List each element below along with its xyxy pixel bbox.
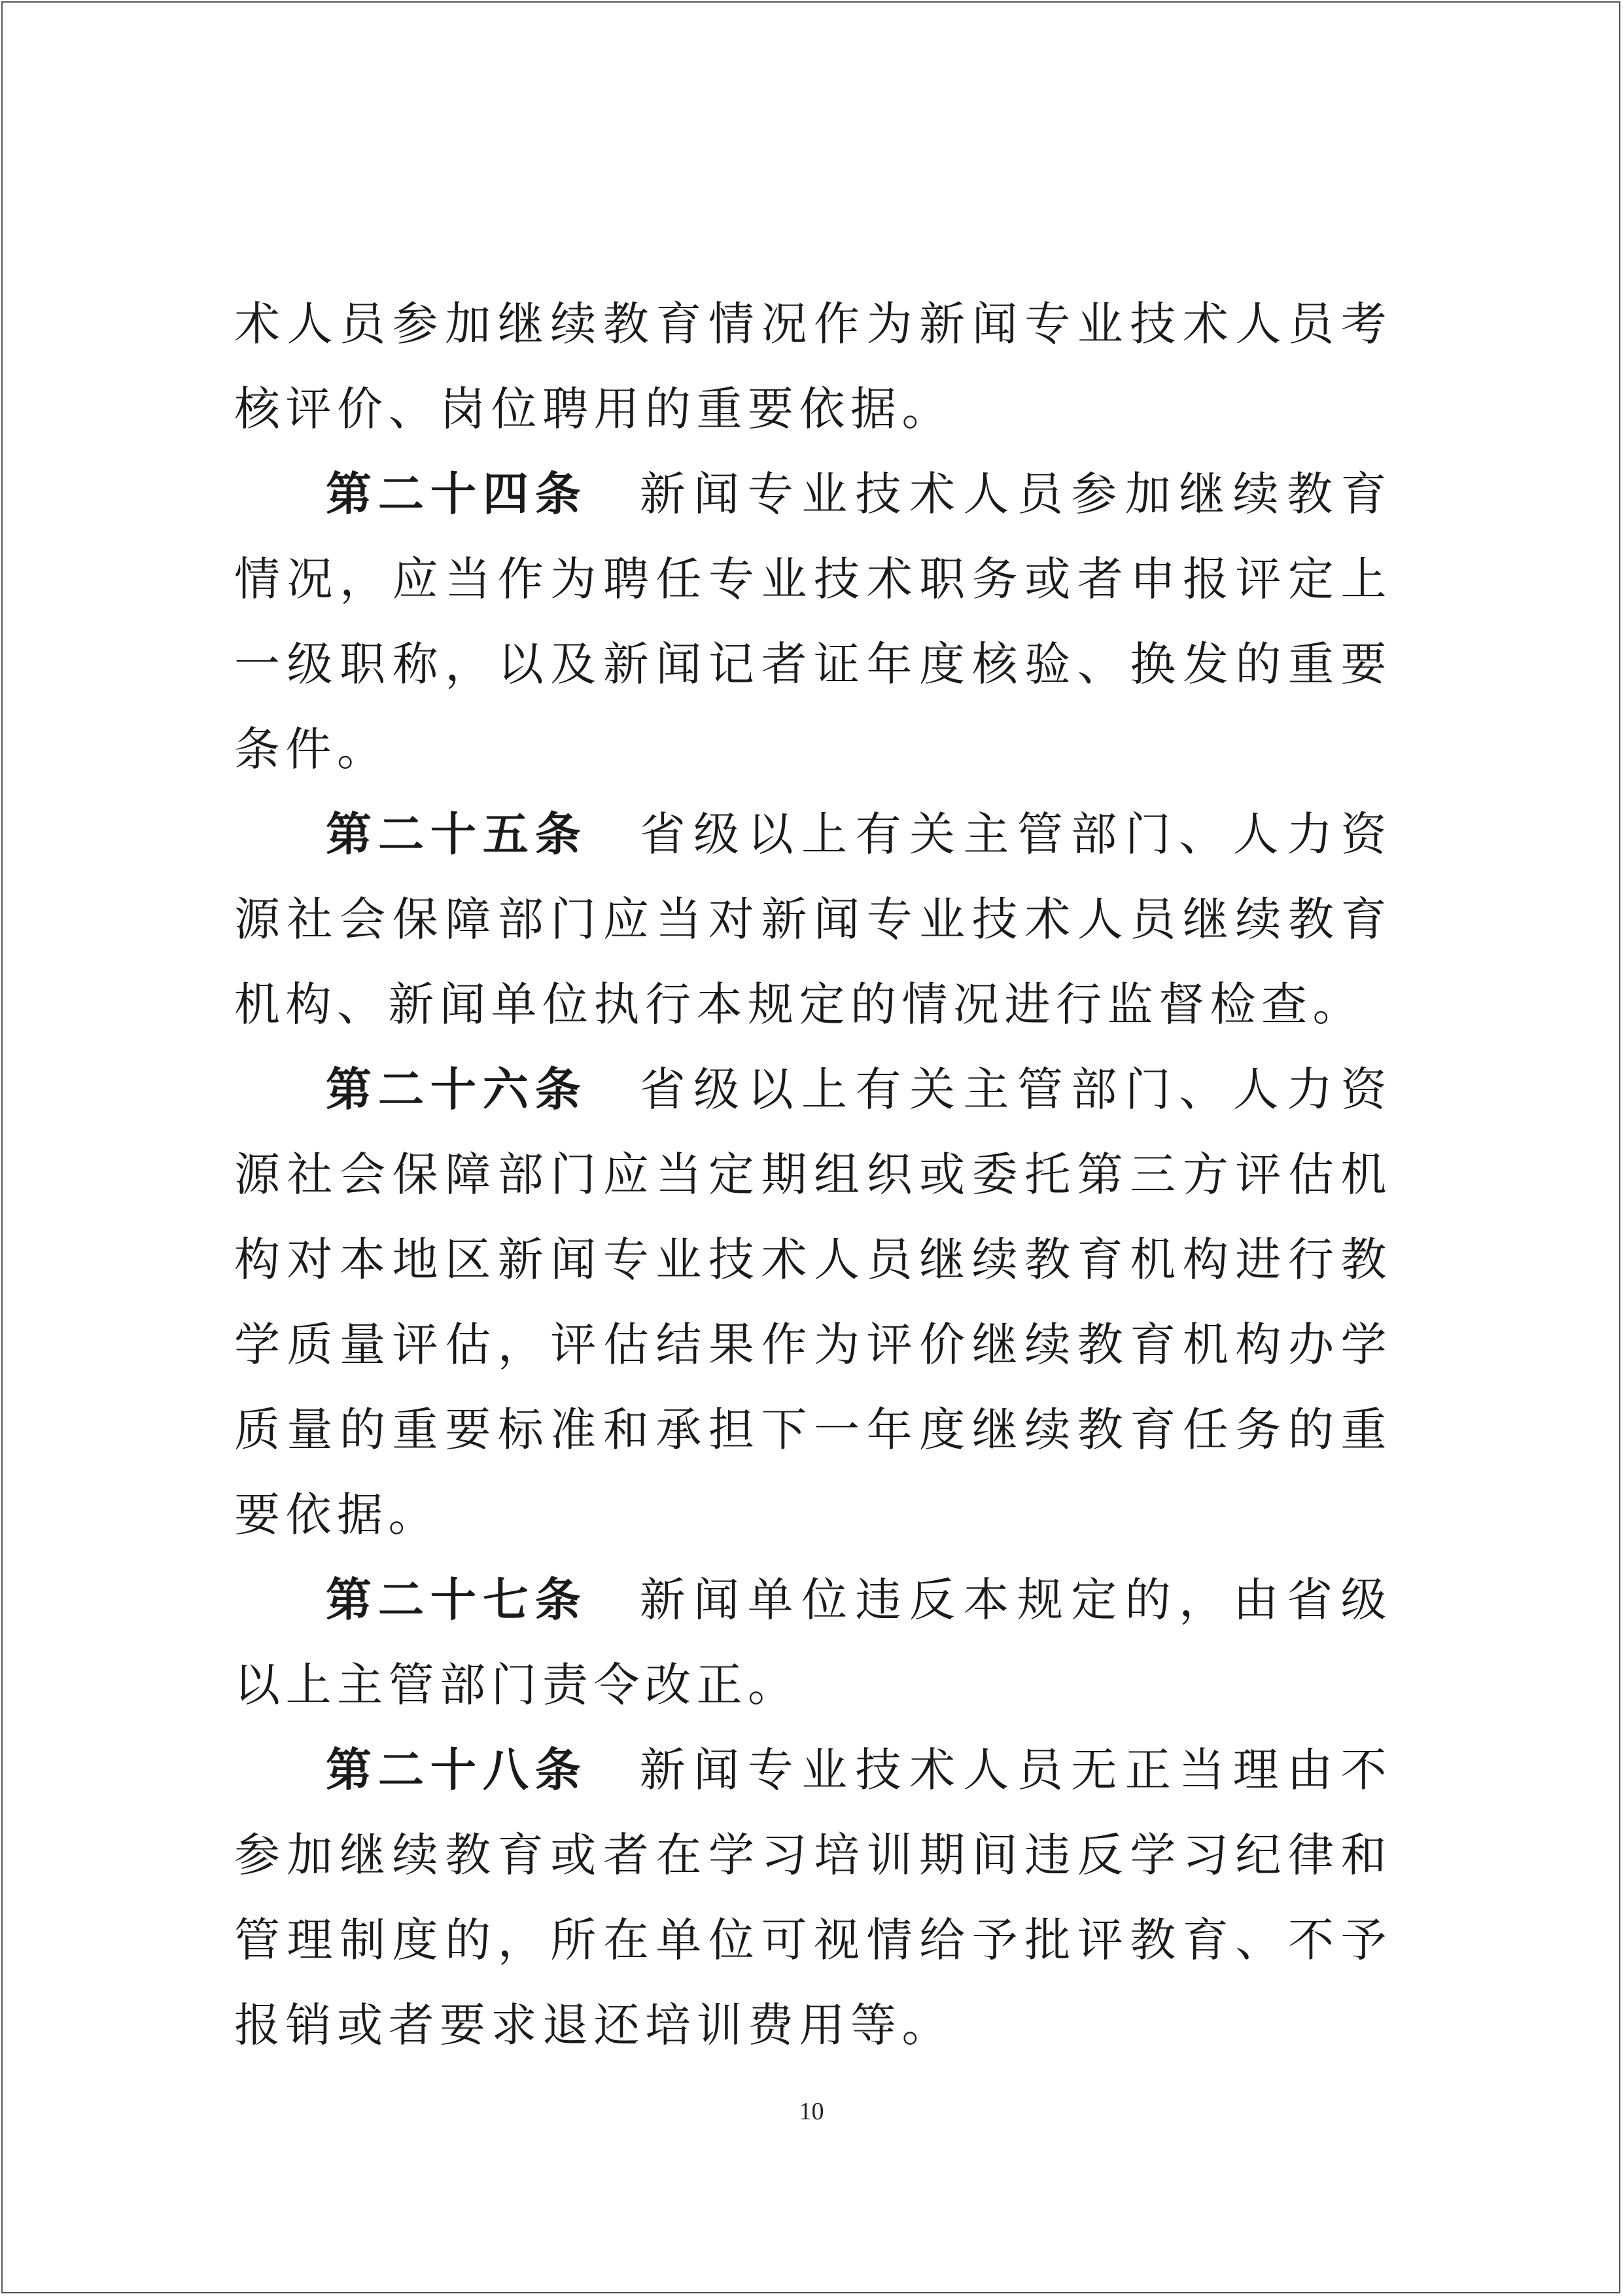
paragraph-text: 省级以上有关主管部门、人力资源社会保障部门应当定期组织或委托第三方评估机构对本地区新闻专业技术人员继续教育机构进行教学质量评估，评估结果作为评价继续教育机构办学质量的重要标准和承担下一年度继续教育任务的重要依据。 xyxy=(234,1063,1393,1542)
article-number: 第二十四条 xyxy=(326,467,587,521)
document-body xyxy=(234,281,1392,2068)
article-25 xyxy=(234,792,1392,1047)
article-number: 第二十七条 xyxy=(326,1573,587,1627)
article-number: 第二十五条 xyxy=(326,807,587,861)
paragraph-text: 新闻专业技术人员无正当理由不参加继续教育或者在学习培训期间违反学习纪律和管理制度的，所在单位可视情给予批评教育、不予报销或者要求退还培训费用等。 xyxy=(234,1743,1393,2052)
paragraph-text: 新闻专业技术人员参加继续教育情况，应当作为聘任专业技术职务或者申报评定上一级职称，以及新闻记者证年度核验、换发的重要条件。 xyxy=(234,467,1393,776)
article-28 xyxy=(234,1727,1392,2068)
page-number: 10 xyxy=(799,2098,824,2125)
paragraph-text: 省级以上有关主管部门、人力资源社会保障部门应当对新闻专业技术人员继续教育机构、新闻单位执行本规定的情况进行监督检查。 xyxy=(234,807,1393,1031)
paragraph-text: 新闻单位违反本规定的，由省级以上主管部门责令改正。 xyxy=(234,1573,1393,1712)
article-number: 第二十六条 xyxy=(326,1063,587,1116)
paragraph-text: 术人员参加继续教育情况作为新闻专业技术人员考核评价、岗位聘用的重要依据。 xyxy=(234,297,1392,436)
article-number: 第二十八条 xyxy=(326,1743,587,1797)
article-26 xyxy=(234,1047,1392,1557)
article-24 xyxy=(234,451,1392,792)
paragraph-continuation xyxy=(234,281,1392,451)
article-27 xyxy=(234,1557,1392,1727)
